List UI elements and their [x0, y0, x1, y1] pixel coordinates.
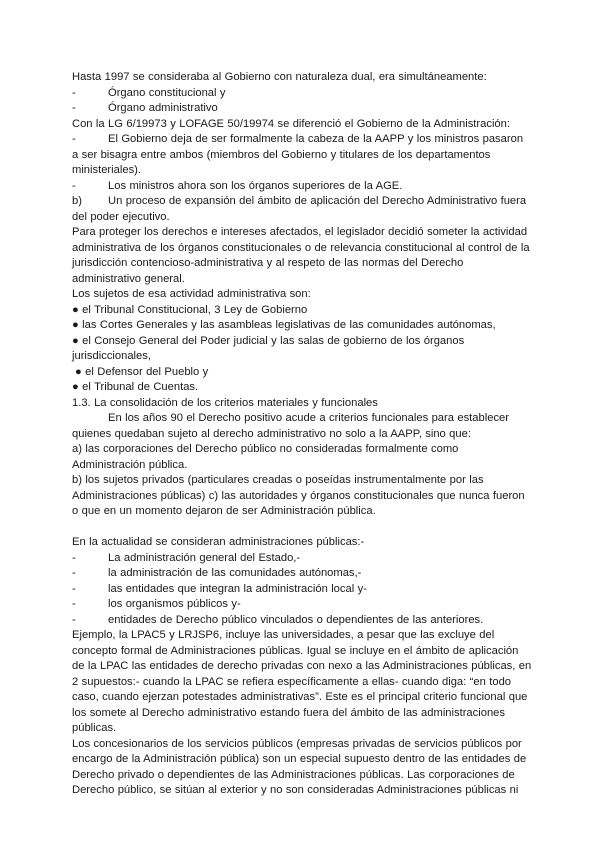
dash-list-item — [72, 179, 532, 195]
list-paragraph — [72, 132, 532, 179]
blank-line — [72, 520, 532, 536]
list-item-text: entidades de Derecho público vinculados o dependientes de las anteriores. — [108, 613, 484, 626]
list-marker: - — [72, 179, 76, 192]
bullet-item: ● el Tribunal de Cuentas. — [72, 381, 199, 393]
dash-list-item — [72, 597, 532, 613]
paragraph: Para proteger los derechos e intereses afectados, el legislador decidió someter la actividad administrativa de los órganos constitucionales o de relevancia constitucional al control de la jurisdicción contencioso-administrativa y al respeto de las normas del Derecho administrativo general. — [72, 226, 530, 285]
paragraph: Ejemplo, la LPAC5 y LRJSP6, incluye las universidades, a pesar que las excluye del concepto formal de Administraciones públicas. Igual se incluye en el ámbito de aplicación de la LPAC las entidades de derecho privadas con nexo a las Administraciones públicas, en 2 supuestos:- cuando la LPAC se refiera específicamente a ellas- cuando diga: “en todo caso, cuando ejerzan potestades administrativas”. Este es el principal criterio funcional que los somete al Derecho administrativo estando fuera del ámbito de las administraciones públicas. — [72, 629, 532, 734]
list-marker: - — [72, 86, 76, 99]
dash-list-item — [72, 551, 532, 567]
list-marker: - — [72, 582, 76, 595]
bullet-item: ● el Consejo General del Poder judicial y las salas de gobierno de los órganos jurisdiccionales, — [72, 334, 465, 362]
list-item-text: Un proceso de expansión del ámbito de aplicación del Derecho Administrativo fuera del poder ejecutivo. — [72, 195, 527, 223]
list-marker: - — [72, 613, 76, 626]
list-item-text: la administración de las comunidades autónomas,- — [108, 567, 362, 579]
paragraph: 1.3. La consolidación de los criterios materiales y funcionales — [72, 396, 378, 409]
bullet-item: ● el Defensor del Pueblo y — [75, 365, 209, 378]
indented-paragraph: En los años 90 el Derecho positivo acude a criterios funcionales para establecer quienes quedaban sujeto al derecho administrativo no solo a la AAPP, sino que: — [72, 412, 509, 440]
list-marker: - — [72, 567, 76, 579]
list-marker: - — [72, 598, 76, 610]
list-paragraph — [72, 194, 532, 225]
list-item-text: La administración general del Estado,- — [108, 551, 301, 564]
list-marker: - — [72, 102, 76, 114]
list-item-text: Los ministros ahora son los órganos superiores de la AGE. — [108, 179, 403, 192]
paragraph: Los concesionarios de los servicios públicos (empresas privadas de servicios públicos por encargo de la Administración pública) son un especial supuesto dentro de las entidades de Derecho privado o dependientes de las Administraciones públicas. Las corporaciones de Derecho público, se sitúan al exterior y no son consideradas Administraciones públicas ni — [72, 737, 527, 796]
dash-list-item — [72, 86, 532, 102]
bullet-item: ● las Cortes Generales y las asambleas legislativas de las comunidades autónomas, — [72, 319, 496, 331]
list-item-text: las entidades que integran la administración local y- — [108, 582, 367, 595]
list-marker: - — [72, 133, 76, 145]
document-body — [72, 70, 532, 799]
dash-list-item — [72, 582, 532, 598]
dash-list-item — [72, 101, 532, 117]
paragraph: Hasta 1997 se consideraba al Gobierno con naturaleza dual, era simultáneamente: — [72, 71, 487, 83]
list-item-text: Órgano administrativo — [108, 102, 218, 114]
list-marker: b) — [72, 195, 82, 207]
list-item-text: Órgano constitucional y — [108, 86, 226, 99]
dash-list-item — [72, 613, 532, 629]
paragraph: En la actualidad se consideran administraciones públicas:- — [72, 536, 365, 548]
list-marker: - — [72, 551, 76, 564]
paragraph: a) las corporaciones del Derecho público no consideradas formalmente como Administración pública. — [72, 443, 459, 471]
dash-list-item — [72, 566, 532, 582]
paragraph: Los sujetos de esa actividad administrativa son: — [72, 288, 311, 300]
paragraph: Con la LG 6/19973 y LOFAGE 50/19974 se diferenció el Gobierno de la Administración: — [72, 117, 510, 130]
list-item-text: los organismos públicos y- — [108, 598, 241, 610]
bullet-item: ● el Tribunal Constitucional, 3 Ley de Gobierno — [72, 303, 308, 316]
list-item-text: El Gobierno deja de ser formalmente la cabeza de la AAPP y los ministros pasaron a ser bisagra entre ambos (miembros del Gobierno y titulares de los departamentos ministeriales). — [72, 133, 524, 176]
paragraph: b) los sujetos privados (particulares creadas o poseídas instrumentalmente por las Administraciones públicas) c) las autoridades y órganos constitucionales que nunca fueron o que en un momento dejaron de ser Administración pública. — [72, 474, 525, 517]
